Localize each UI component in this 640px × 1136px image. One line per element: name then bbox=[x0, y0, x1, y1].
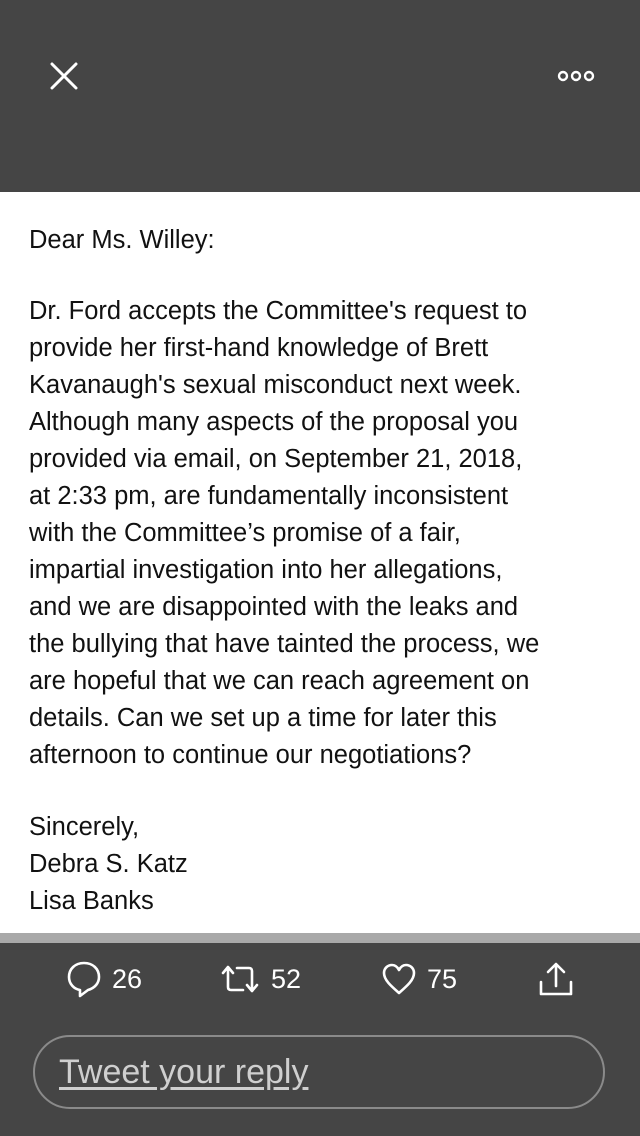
share-button[interactable] bbox=[537, 957, 575, 1001]
reply-placeholder: Tweet your reply bbox=[59, 1053, 309, 1091]
like-count: 75 bbox=[427, 963, 458, 994]
reply-button[interactable] bbox=[66, 957, 142, 1001]
top-bar bbox=[0, 0, 640, 192]
close-button[interactable] bbox=[40, 52, 88, 100]
share-icon bbox=[537, 960, 575, 998]
letter-body-line: Although many aspects of the proposal you bbox=[29, 408, 519, 436]
retweet-count: 52 bbox=[271, 963, 302, 994]
heart-icon bbox=[381, 962, 417, 996]
letter-body-line: and we are disappointed with the leaks and bbox=[29, 593, 519, 621]
reply-icon bbox=[66, 960, 102, 998]
letter-closing: Sincerely, bbox=[29, 813, 140, 841]
letter-salutation: Dear Ms. Willey: bbox=[29, 226, 215, 254]
reply-count: 26 bbox=[112, 963, 143, 994]
letter-body-line: the bullying that have tainted the process, we bbox=[29, 630, 540, 658]
letter-signature: Lisa Banks bbox=[29, 887, 154, 915]
letter-body-line: are hopeful that we can reach agreement on bbox=[29, 667, 530, 695]
like-button[interactable] bbox=[381, 957, 457, 1001]
image-bottom-edge bbox=[0, 933, 640, 943]
letter-image bbox=[0, 192, 640, 933]
letter-body-line: provided via email, on September 21, 2018, bbox=[29, 445, 523, 473]
more-options-icon bbox=[557, 70, 595, 82]
letter-body-line: Kavanaugh's sexual misconduct next week. bbox=[29, 371, 522, 399]
more-options-button[interactable] bbox=[548, 56, 604, 96]
action-bar bbox=[0, 943, 640, 1136]
letter-body-line: impartial investigation into her allegations, bbox=[29, 556, 503, 584]
letter-body-line: details. Can we set up a time for later this bbox=[29, 704, 497, 732]
letter-body-line: provide her first-hand knowledge of Brett bbox=[29, 334, 489, 362]
reply-input[interactable] bbox=[33, 1035, 605, 1109]
letter-body-line: with the Committee’s promise of a fair, bbox=[29, 519, 461, 547]
close-icon bbox=[50, 62, 78, 90]
letter-signature: Debra S. Katz bbox=[29, 850, 188, 878]
retweet-icon bbox=[219, 963, 261, 995]
letter-body-line: Dr. Ford accepts the Committee's request to bbox=[29, 297, 528, 325]
letter-body-line: afternoon to continue our negotiations? bbox=[29, 741, 472, 769]
retweet-button[interactable] bbox=[219, 957, 301, 1001]
letter-body-line: at 2:33 pm, are fundamentally inconsistent bbox=[29, 482, 509, 510]
